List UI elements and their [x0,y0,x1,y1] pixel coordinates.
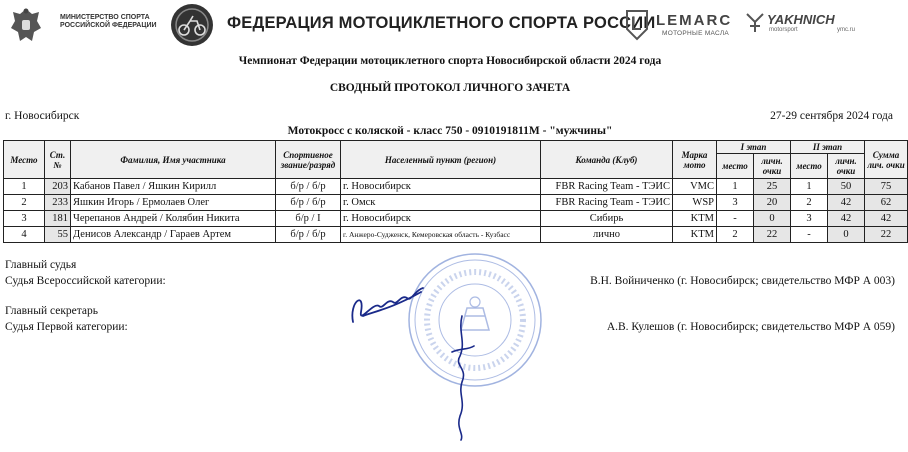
header-city: Населенный пункт (регион) [341,141,541,179]
cell-place: 4 [4,227,45,243]
cell-place: 1 [4,179,45,195]
cell-make: KTM [673,227,717,243]
cell-name: Черепанов Андрей / Колябин Никита [71,211,276,227]
cell-stage1-place: 2 [717,227,754,243]
cell-city: г. Омск [341,195,541,211]
cell-team: Сибирь [541,211,673,227]
header-team: Команда (Клуб) [541,141,673,179]
header-stage1-place: место [717,154,754,179]
secretary-title: Главный секретарь [5,305,99,317]
header-place: Место [4,141,45,179]
event-dates: 27-29 сентября 2024 года [770,110,893,122]
header-stage2-place: место [791,154,828,179]
cell-city: г. Новосибирск [341,179,541,195]
cell-place: 2 [4,195,45,211]
cell-make: WSP [673,195,717,211]
sponsor-lemarc-tagline: МОТОРНЫЕ МАСЛА [662,30,730,37]
judge-category: Судья Всероссийской категории: [5,275,166,287]
federation-logo-icon [170,3,214,47]
cell-place: 3 [4,211,45,227]
cell-stage2-place: 3 [791,211,828,227]
championship-title: Чемпионат Федерации мотоциклетного спорта Новосибирской области 2024 года [238,55,662,67]
sponsor-yakhnich-name: YAKHNICH [767,12,835,27]
cell-stage2-points: 50 [828,179,865,195]
cell-stage2-points: 42 [828,195,865,211]
table-row [4,195,908,211]
class-title: Мотокросс с коляской - класс 750 - 0910191811М - "мужчины" [287,125,613,137]
table-row [4,227,908,243]
cell-name: Денисов Александр / Гараев Артем [71,227,276,243]
cell-total: 75 [865,179,908,195]
cell-team: лично [541,227,673,243]
cell-start-no: 203 [45,179,71,195]
lemarc-logo-icon [624,9,650,41]
cell-stage1-place: - [717,211,754,227]
header-stage1: I этап [717,141,791,154]
table-row [4,211,908,227]
cell-total: 42 [865,211,908,227]
sponsor-lemarc-name: LEMARC [656,12,733,29]
cell-stage1-place: 3 [717,195,754,211]
sponsor-yakhnich-site: ymc.ru [837,27,855,33]
cell-stage1-points: 0 [754,211,791,227]
header-stage2-points: личн. очки [828,154,865,179]
header-stage1-points: личн. очки [754,154,791,179]
cell-team: FBR Racing Team - ТЭИС [541,179,673,195]
cell-team: FBR Racing Team - ТЭИС [541,195,673,211]
cell-stage2-points: 0 [828,227,865,243]
cell-stage2-points: 42 [828,211,865,227]
cell-stage1-points: 22 [754,227,791,243]
cell-stage1-points: 20 [754,195,791,211]
cell-start-no: 55 [45,227,71,243]
cell-rank: б/р / б/р [276,179,341,195]
cell-stage1-place: 1 [717,179,754,195]
protocol-title: СВОДНЫЙ ПРОТОКОЛ ЛИЧНОГО ЗАЧЕТА [329,82,571,94]
secretary-signature-icon [440,312,480,442]
results-table [3,140,908,243]
event-city: г. Новосибирск [5,110,80,122]
cell-stage2-place: - [791,227,828,243]
table-row [4,179,908,195]
cell-name: Яшкин Игорь / Ермолаев Олег [71,195,276,211]
cell-make: VMC [673,179,717,195]
header-make: Марка мото [673,141,717,179]
sponsor-yakhnich-tagline: motorsport [769,27,798,33]
cell-stage2-place: 1 [791,179,828,195]
header-rank: Спортивное звание/разряд [276,141,341,179]
header-start-no: Ст. № [45,141,71,179]
cell-stage2-place: 2 [791,195,828,211]
judge-name: В.Н. Войниченко (г. Новосибирск; свидетельство МФР А 003) [590,275,895,287]
ministry-name: МИНИСТЕРСТВО СПОРТА РОССИЙСКОЙ ФЕДЕРАЦИИ [60,14,157,29]
judge-signature-icon [343,272,433,332]
table-header-row [4,141,908,154]
cell-total: 62 [865,195,908,211]
cell-name: Кабанов Павел / Яшкин Кирилл [71,179,276,195]
ministry-emblem-icon [8,6,44,46]
cell-city: г. Новосибирск [341,211,541,227]
cell-start-no: 233 [45,195,71,211]
secretary-name: А.В. Кулешов (г. Новосибирск; свидетельство МФР А 059) [606,321,895,333]
cell-start-no: 181 [45,211,71,227]
cell-city: г. Анжеро-Судженск, Кемеровская область - Кузбасс [341,227,541,243]
judge-title: Главный судья [5,259,77,271]
cell-stage1-points: 25 [754,179,791,195]
header-total: Сумма лич. очки [865,141,908,179]
cell-rank: б/р / б/р [276,227,341,243]
cell-rank: б/р / I [276,211,341,227]
header-stage2: II этап [791,141,865,154]
yakhnich-logo-icon [744,10,766,34]
cell-make: KTM [673,211,717,227]
federation-title: ФЕДЕРАЦИЯ МОТОЦИКЛЕТНОГО СПОРТА РОССИИ [227,14,656,32]
header-name: Фамилия, Имя участника [71,141,276,179]
cell-total: 22 [865,227,908,243]
cell-rank: б/р / б/р [276,195,341,211]
secretary-category: Судья Первой категории: [5,321,128,333]
